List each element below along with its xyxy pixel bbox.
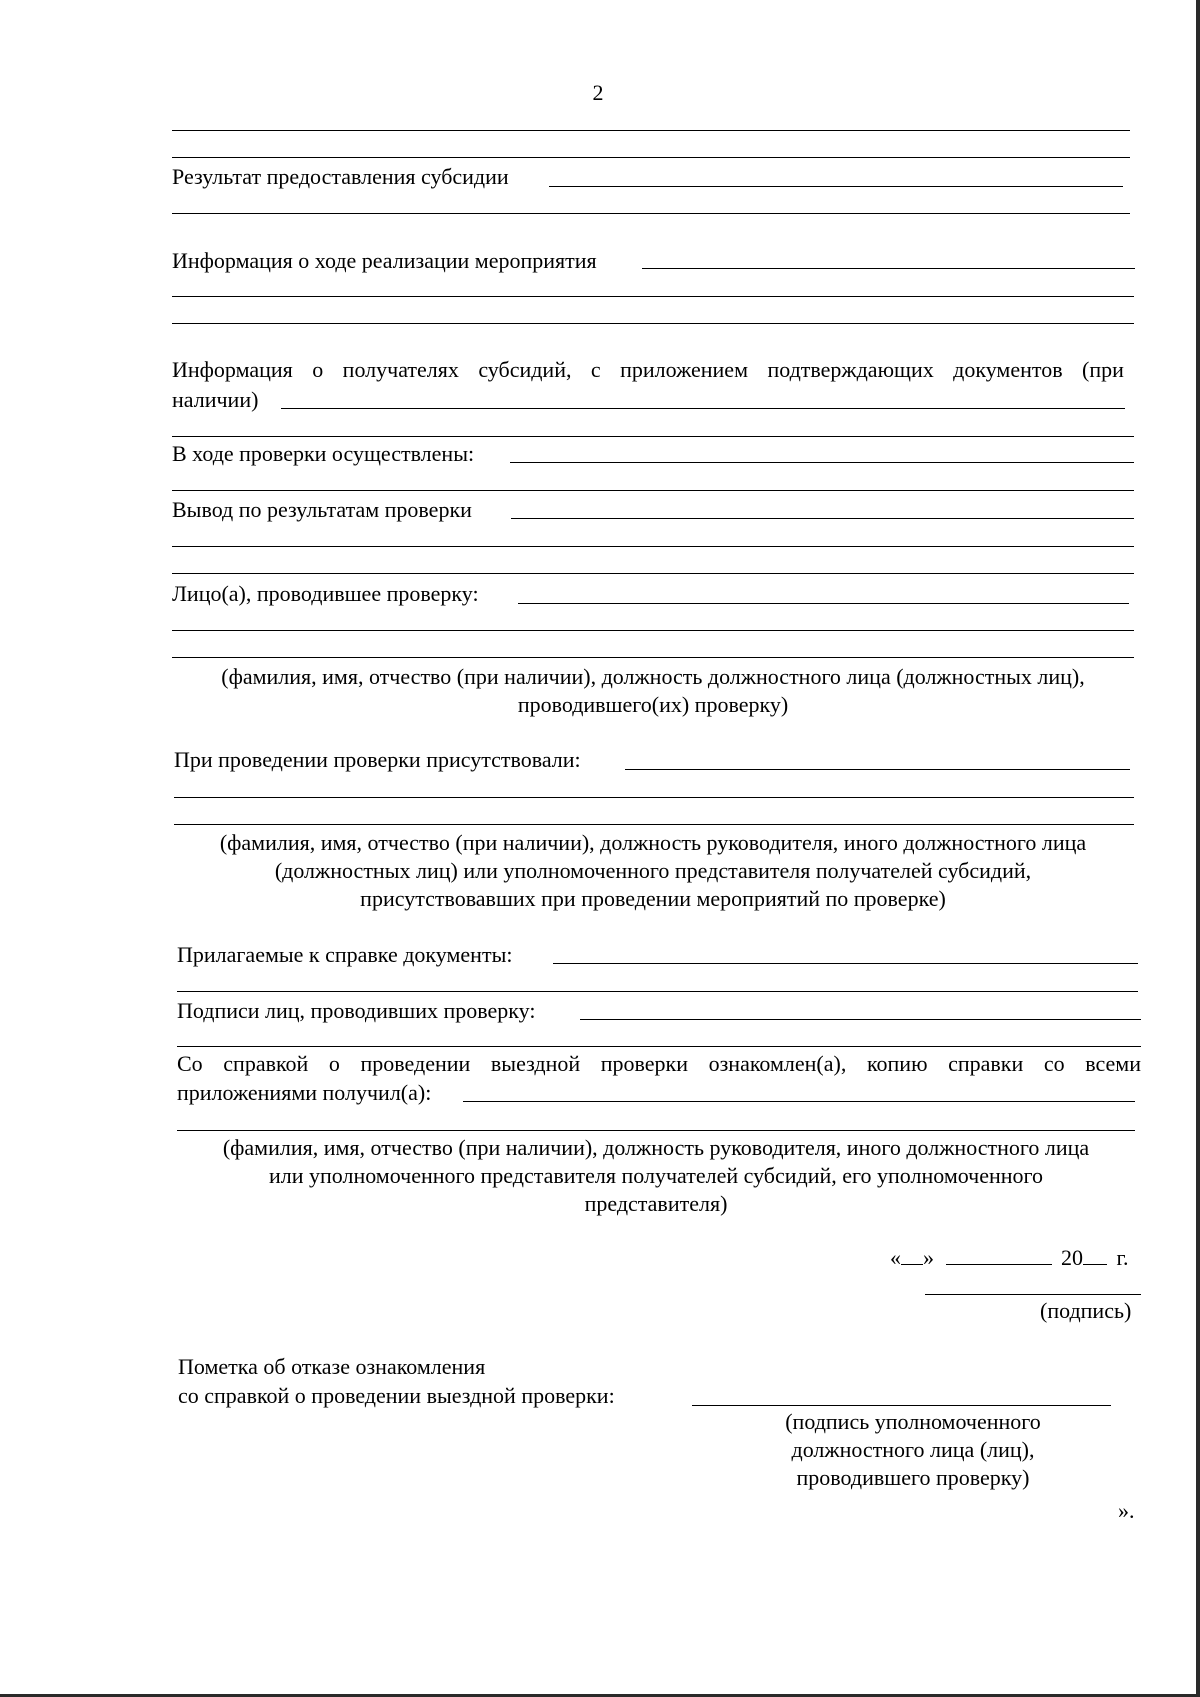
- year-prefix: 20: [1061, 1245, 1083, 1270]
- word: Информация: [172, 357, 293, 382]
- date-line: [890, 1244, 1129, 1272]
- blank-line: [172, 657, 1134, 658]
- attached-documents-line: [553, 963, 1138, 964]
- subsidy-result-label: Результат предоставления субсидии: [172, 164, 509, 189]
- recipients-info-line2: наличии): [172, 387, 259, 412]
- word: справкой: [223, 1051, 309, 1076]
- blank-line: [172, 296, 1134, 297]
- blank-line: [177, 991, 1138, 992]
- attached-documents-label: Прилагаемые к справке документы:: [177, 942, 513, 967]
- word: копию: [866, 1051, 928, 1076]
- word: субсидий,: [478, 357, 572, 382]
- refusal-signature-line: [692, 1405, 1111, 1406]
- checks-performed-label: В ходе проверки осуществлены:: [172, 441, 475, 466]
- event-progress-label: Информация о ходе реализации мероприятия: [172, 248, 597, 273]
- present-label: При проведении проверки присутствовали:: [174, 747, 581, 772]
- conclusion-label: Вывод по результатам проверки: [172, 497, 472, 522]
- word: проведении: [360, 1051, 471, 1076]
- signature-caption: (подпись): [1040, 1298, 1132, 1323]
- blank-line: [172, 130, 1130, 131]
- present-line: [625, 769, 1130, 770]
- page-number: 2: [592, 80, 604, 105]
- blank-line: [172, 630, 1134, 631]
- month-blank: [946, 1244, 1052, 1265]
- inspectors-line: [518, 603, 1129, 604]
- conclusion-line: [511, 518, 1134, 519]
- signatures-line: [580, 1019, 1141, 1020]
- acknowledged-line2: приложениями получил(а):: [177, 1080, 432, 1105]
- word: документов: [953, 357, 1063, 382]
- refusal-line1: Пометка об отказе ознакомления: [178, 1354, 486, 1379]
- blank-line: [172, 323, 1134, 324]
- word: проверки: [600, 1051, 689, 1076]
- blank-line: [177, 1130, 1135, 1131]
- word: Со: [177, 1051, 203, 1076]
- present-caption-line1: (фамилия, имя, отчество (при наличии), должность руководителя, иного должностного лица: [219, 830, 1087, 855]
- acknowledged-caption-line2: или уполномоченного представителя получателей субсидий, его уполномоченного: [268, 1163, 1044, 1188]
- acknowledged-line: [463, 1101, 1135, 1102]
- inspectors-caption-line1: (фамилия, имя, отчество (при наличии), должность должностного лица (должностных лиц),: [221, 664, 1085, 689]
- recipients-info-line1: [172, 356, 1124, 384]
- inspectors-label: Лицо(а), проводившее проверку:: [172, 581, 479, 606]
- blank-line: [172, 573, 1134, 574]
- blank-line: [174, 797, 1134, 798]
- blank-line: [172, 490, 1134, 491]
- blank-line: [174, 824, 1134, 825]
- word: всеми: [1085, 1051, 1141, 1076]
- word: подтверждающих: [767, 357, 934, 382]
- word: с: [590, 357, 601, 382]
- word: о: [312, 357, 324, 382]
- day-blank: [901, 1244, 923, 1265]
- date-close-quote: »: [923, 1245, 934, 1270]
- word: приложением: [620, 357, 748, 382]
- blank-line: [172, 157, 1130, 158]
- closing-mark: ».: [1118, 1498, 1135, 1523]
- acknowledged-line1: [177, 1050, 1141, 1078]
- refusal-caption-line2: должностного лица (лиц),: [791, 1437, 1035, 1462]
- acknowledged-caption-line1: (фамилия, имя, отчество (при наличии), должность руководителя, иного должностного лица: [222, 1135, 1090, 1160]
- blank-line: [172, 436, 1134, 437]
- signature-line: [925, 1294, 1141, 1295]
- word: ознакомлен(а),: [708, 1051, 847, 1076]
- word: (при: [1082, 357, 1124, 382]
- refusal-caption-line1: (подпись уполномоченного: [785, 1409, 1041, 1434]
- year-suffix: г.: [1116, 1245, 1129, 1270]
- refusal-line2: со справкой о проведении выездной проверки:: [178, 1383, 615, 1408]
- signatures-label: Подписи лиц, проводивших проверку:: [177, 998, 536, 1023]
- word: справки: [948, 1051, 1024, 1076]
- subsidy-result-line: [549, 186, 1123, 187]
- word: получателях: [342, 357, 459, 382]
- word: выездной: [490, 1051, 581, 1076]
- scan-edge-right: [1196, 0, 1200, 1697]
- blank-line: [172, 213, 1130, 214]
- present-caption-line3: присутствовавших при проведении мероприятий по проверке): [360, 886, 946, 911]
- word: о: [328, 1051, 340, 1076]
- inspectors-caption-line2: проводившего(их) проверку): [517, 692, 789, 717]
- acknowledged-caption-line3: представителя): [584, 1191, 728, 1216]
- present-caption-line2: (должностных лиц) или уполномоченного представителя получателей субсидий,: [274, 858, 1032, 883]
- checks-performed-line: [510, 462, 1134, 463]
- word: со: [1043, 1051, 1065, 1076]
- year-blank: [1083, 1244, 1107, 1265]
- blank-line: [177, 1046, 1141, 1047]
- date-open-quote: «: [890, 1245, 901, 1270]
- blank-line: [172, 546, 1134, 547]
- recipients-info-line: [281, 408, 1125, 409]
- event-progress-line: [642, 268, 1135, 269]
- refusal-caption-line3: проводившего проверку): [796, 1465, 1030, 1490]
